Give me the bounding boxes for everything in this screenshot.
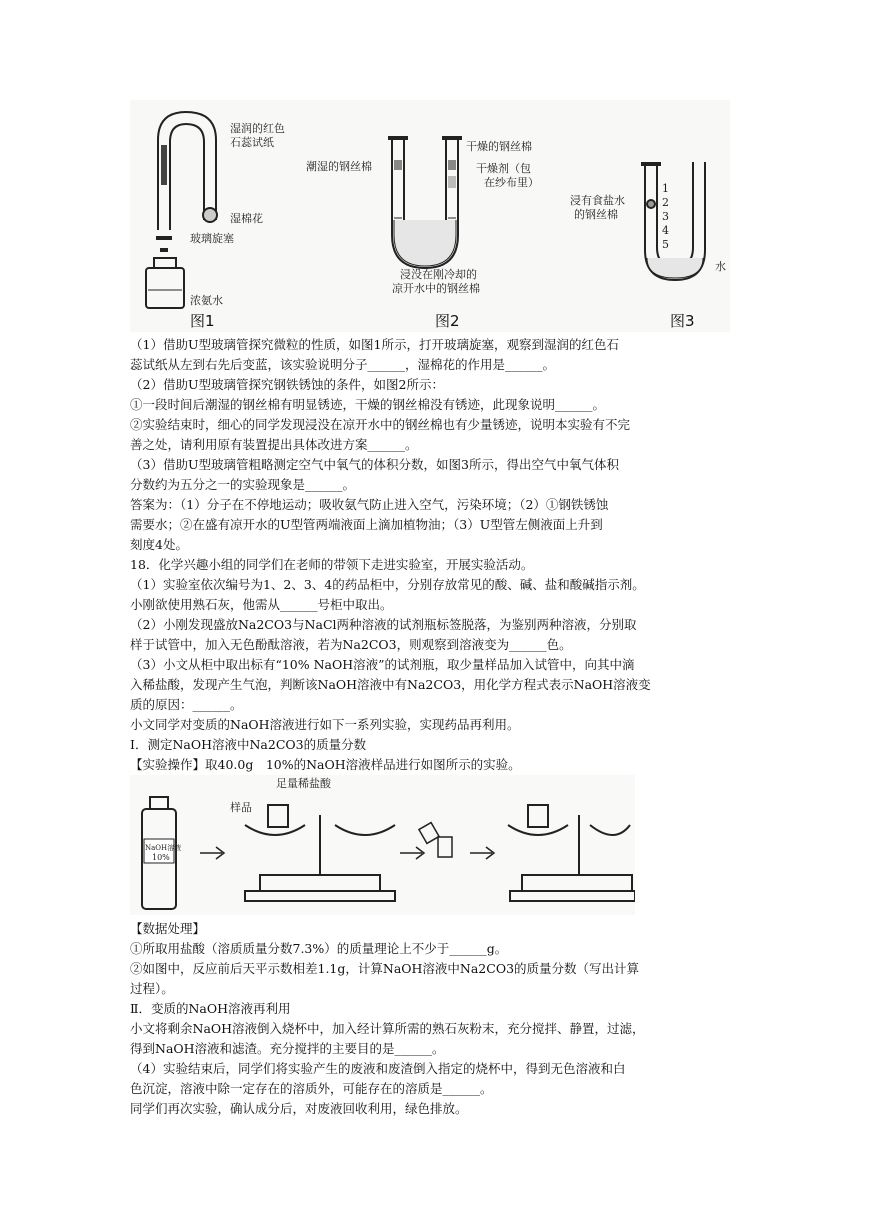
text-line-24: ①所取用盐酸（溶质质量分数7.3%）的质量理论上不少于______g。: [130, 941, 508, 956]
text-line-23: 【数据处理】: [130, 921, 206, 936]
fig1-annotation-4: 玻璃旋塞: [190, 232, 234, 245]
fig2-annotation-5: 浸没在刚冷却的: [400, 268, 477, 281]
fig3-annotation-3: 水: [715, 260, 726, 273]
figure-2-diagram: [388, 138, 462, 268]
text-line-30: （4）实验结束后，同学们将实验产生的废液和废渣倒入指定的烧杯中，得到无色溶液和白: [130, 1061, 626, 1076]
text-line-4: ①一段时间后潮湿的钢丝棉有明显锈迹，干燥的钢丝棉没有锈迹，此现象说明______。: [130, 397, 606, 412]
fig1-annotation-3: 湿棉花: [230, 212, 263, 225]
text-line-3: （2）借助U型玻璃管探究钢铁锈蚀的条件，如图2所示：: [130, 377, 444, 392]
figure-3-diagram: [641, 162, 705, 280]
fig3-annotation-2: 的钢丝棉: [574, 208, 618, 221]
text-line-1: （1）借助U型玻璃管探究微粒的性质，如图1所示，打开玻璃旋塞，观察到湿润的红色石: [130, 337, 619, 352]
fig3-scale-1: 1: [662, 182, 669, 195]
experiment-diagram: [130, 775, 635, 915]
text-line-27: Ⅱ．变质的NaOH溶液再利用: [130, 1001, 291, 1016]
u-tube-figures: [130, 100, 730, 332]
text-line-6: 善之处，请利用原有装置提出具体改进方案______。: [130, 437, 418, 452]
bottle-label-line1: NaOH溶液: [145, 844, 182, 852]
fig1-label: 图1: [190, 312, 215, 330]
fig3-annotation-1: 浸有食盐水: [570, 194, 625, 207]
text-line-29: 得到NaOH溶液和滤渣。充分搅拌的主要目的是______。: [130, 1041, 445, 1056]
text-line-22: 【实验操作】取40.0g 10%的NaOH溶液样品进行如图所示的实验。: [130, 757, 521, 772]
text-line-14: 小刚欲使用熟石灰，他需从______号柜中取出。: [130, 597, 393, 612]
fig3-scale-5: 5: [662, 238, 669, 251]
text-line-20: 小文同学对变质的NaOH溶液进行如下一系列实验，实现药品再利用。: [130, 717, 520, 732]
balance-2: [508, 805, 635, 901]
text-line-31: 色沉淀，溶液中除一定存在的溶质外，可能存在的溶质是______。: [130, 1081, 493, 1096]
text-line-28: 小文将剩余NaOH溶液倒入烧杯中，加入经计算所需的熟石灰粉末，充分搅拌、静置，过滤，: [130, 1021, 645, 1036]
fig2-annotation-1: 干燥的钢丝棉: [466, 140, 532, 153]
text-line-25: ②如图中，反应前后天平示数相差1.1g，计算NaOH溶液中Na2CO3的质量分数（写出计算: [130, 961, 640, 976]
bottle-label-line2: 10%: [152, 853, 170, 862]
text-line-11: 刻度4处。: [130, 537, 188, 552]
fig1-annotation-5: 浓氨水: [190, 294, 223, 307]
arrow-icon-2: [470, 847, 494, 859]
text-line-26: 过程）。: [130, 981, 174, 996]
text-line-19: 质的原因：______。: [130, 697, 243, 712]
fig2-label: 图2: [435, 312, 460, 330]
text-line-18: 入稀盐酸，发现产生气泡，判断该NaOH溶液中有Na2CO3，用化学方程式表示NaOH溶液变: [130, 677, 651, 692]
text-line-16: 样于试管中，加入无色酚酞溶液，若为Na2CO3，则观察到溶液变为______色。: [130, 637, 572, 652]
fig3-scale-2: 2: [662, 196, 669, 209]
text-line-32: 同学们再次实验，确认成分后，对废液回收利用，绿色排放。: [130, 1101, 468, 1116]
text-line-12: 18．化学兴趣小组的同学们在老师的带领下走进实验室，开展实验活动。: [130, 557, 534, 572]
arrow-icon: [200, 847, 224, 859]
text-line-13: （1）实验室依次编号为1、2、3、4的药品柜中，分别存放常见的酸、碱、盐和酸碱指示剂。: [130, 577, 645, 592]
fig3-scale-4: 4: [662, 224, 669, 237]
experiment-figure: [130, 775, 635, 915]
figure-1-diagram: [146, 112, 217, 308]
text-line-15: （2）小刚发现盛放Na2CO3与NaCl两种溶液的试剂瓶标签脱落，为鉴别两种溶液，分别取: [130, 617, 637, 632]
fig1-annotation-2: 石蕊试纸: [230, 136, 274, 149]
fig2-annotation-4: 在纱布里）: [484, 176, 539, 189]
text-line-2: 蕊试纸从左到右先后变蓝，该实验说明分子______，湿棉花的作用是______。: [130, 357, 556, 372]
fig3-scale-3: 3: [662, 210, 669, 223]
balance-1: [245, 805, 395, 901]
text-line-10: 需要水；②在盛有凉开水的U型管两端液面上滴加植物油；（3）U型管左侧液面上升到: [130, 517, 603, 532]
text-line-7: （3）借助U型玻璃管粗略测定空气中氧气的体积分数，如图3所示，得出空气中氧气体积: [130, 457, 619, 472]
fig1-annotation-1: 湿润的红色: [230, 122, 285, 135]
pouring-beakers: [419, 823, 452, 857]
fig3-label: 图3: [670, 312, 695, 330]
text-line-8: 分数约为五分之一的实验现象是______。: [130, 477, 356, 492]
u-tube-diagram: [130, 100, 730, 332]
fig2-annotation-6: 凉开水中的钢丝棉: [392, 282, 480, 295]
fig2-annotation-3: 干燥剂（包: [476, 162, 531, 175]
text-line-21: Ⅰ．测定NaOH溶液中Na2CO3的质量分数: [130, 737, 367, 752]
sample-label: 样品: [230, 801, 252, 814]
text-line-5: ②实验结束时，细心的同学发现浸没在凉开水中的钢丝棉也有少量锈迹，说明本实验有不完: [130, 417, 631, 432]
fig2-annotation-2: 潮湿的钢丝棉: [306, 160, 372, 173]
text-line-17: （3）小文从柜中取出标有“10% NaOH溶液”的试剂瓶，取少量样品加入试管中，向其中滴: [130, 657, 635, 672]
text-line-9: 答案为：（1）分子在不停地运动；吸收氨气防止进入空气，污染环境；（2）①钢铁锈蚀: [130, 497, 609, 512]
acid-label: 足量稀盐酸: [276, 777, 331, 790]
pour-arrow-icon: [400, 847, 424, 859]
